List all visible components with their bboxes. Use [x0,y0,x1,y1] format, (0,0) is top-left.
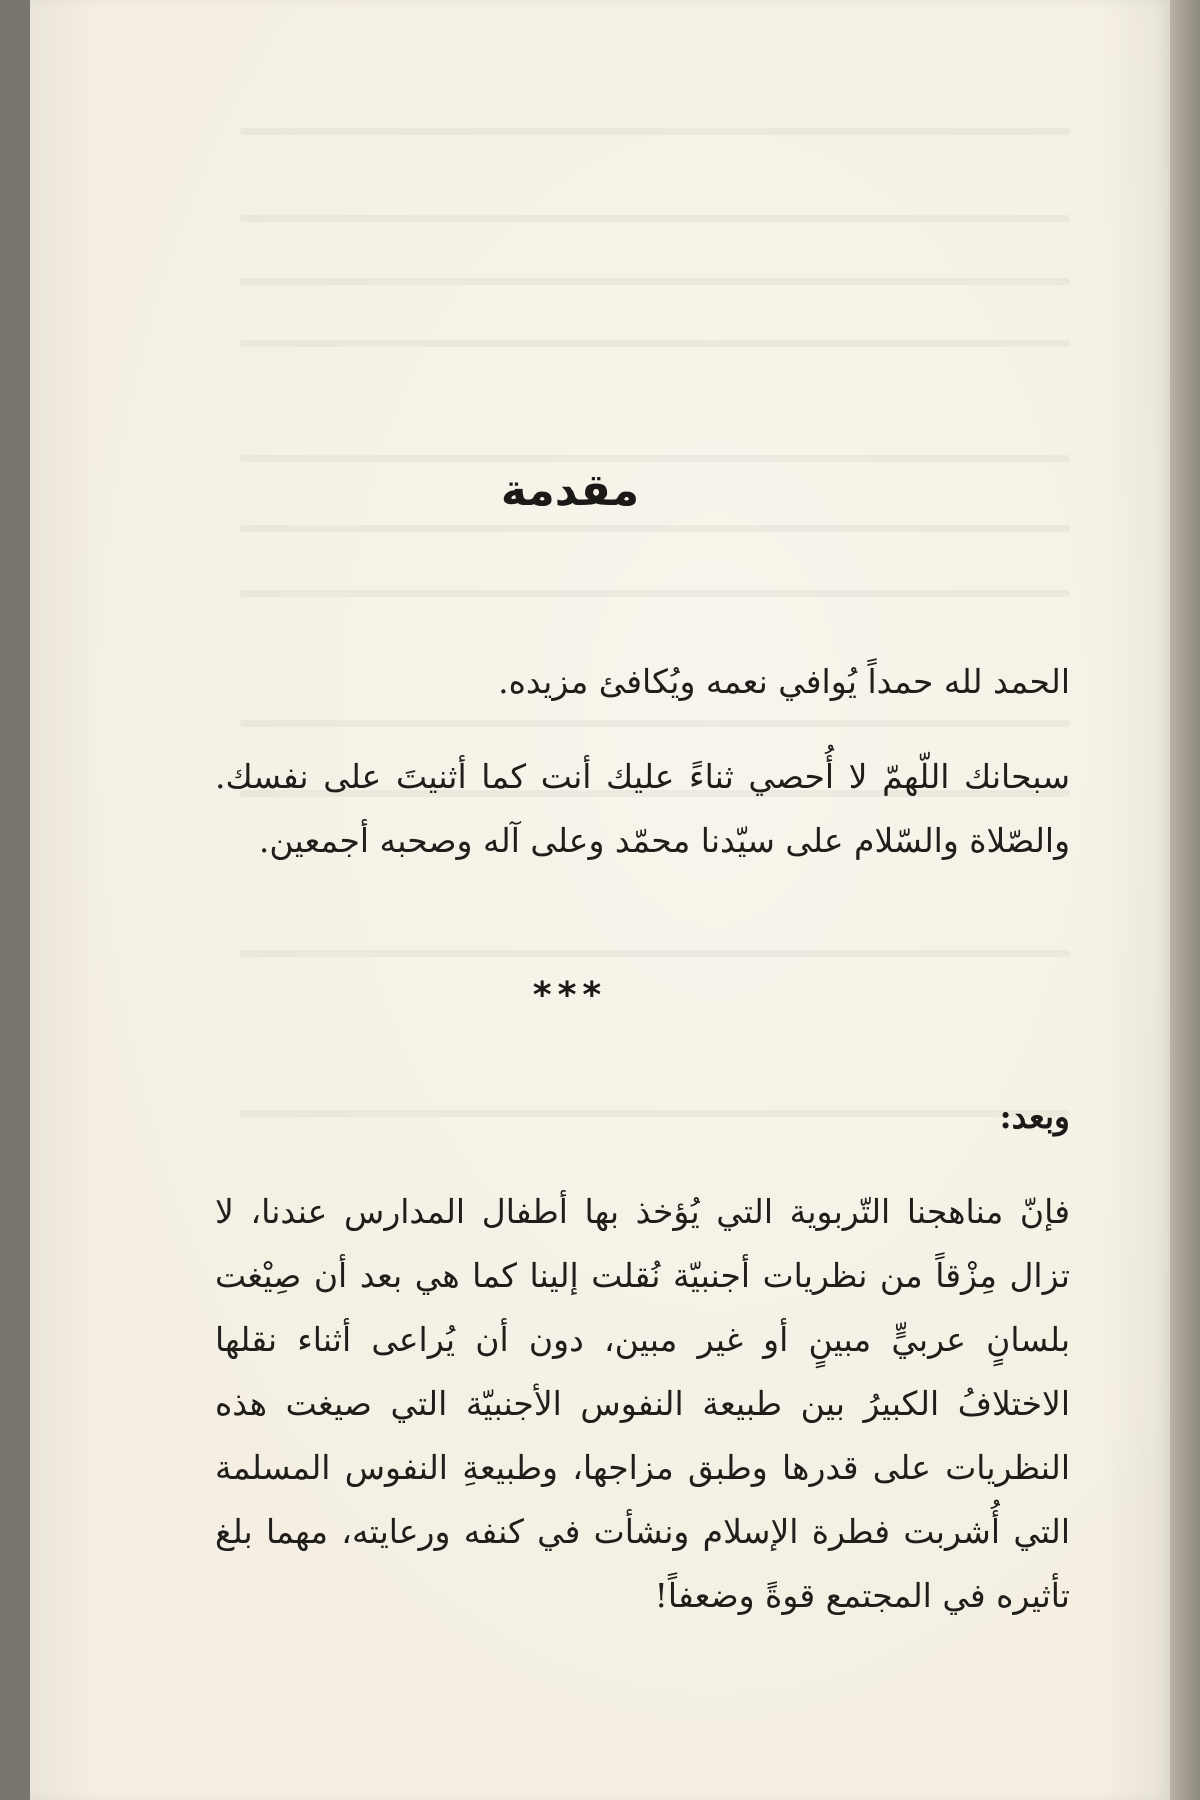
bleed-through-line [240,720,1070,727]
bleed-through-line [240,215,1070,222]
bleed-through-line [240,590,1070,597]
bleed-through-line [240,128,1070,135]
section-separator: *** [532,975,608,1016]
bleed-through-line [240,340,1070,347]
body-paragraph: فإنّ مناهجنا التّربوية التي يُؤخذ بها أطفال المدارس عندنا، لا تزال مِزْقاً من نظريات أجنبيّة نُقلت إلينا كما هي بعد أن صِيْغت بلسانٍ عربيٍّ مبينٍ أو غير مبين، دون أن يُراعى أثناء نقلها الاختلافُ الكبيرُ بين طبيعة النفوس الأجنبيّة التي صيغت هذه النظريات على قدرها وطبق مزاجها، وطبيعةِ النفوس المسلمة التي أُشربت فطرة الإسلام ونشأت في كنفه ورعايته، مهما بلغ تأثيره في المجتمع قوةً وضعفاً! [215,1192,1070,1615]
bleed-through-line [240,455,1070,462]
bleed-through-line [240,525,1070,532]
page-edge-shadow [1170,0,1200,1800]
bleed-through-line [240,950,1070,957]
section-subheading: وبعد: [999,1097,1070,1136]
page-title: مقدمة [500,465,640,516]
opening-prayer: سبحانك اللّهمّ لا أُحصي ثناءً عليك أنت كما أثنيتَ على نفسك. والصّلاة والسّلام على سيّدنا محمّد وعلى آله وصحبه أجمعين. [215,757,1070,860]
bleed-through-line [240,278,1070,285]
opening-praise: الحمد لله حمداً يُوافي نعمه ويُكافئ مزيده. [498,662,1070,701]
